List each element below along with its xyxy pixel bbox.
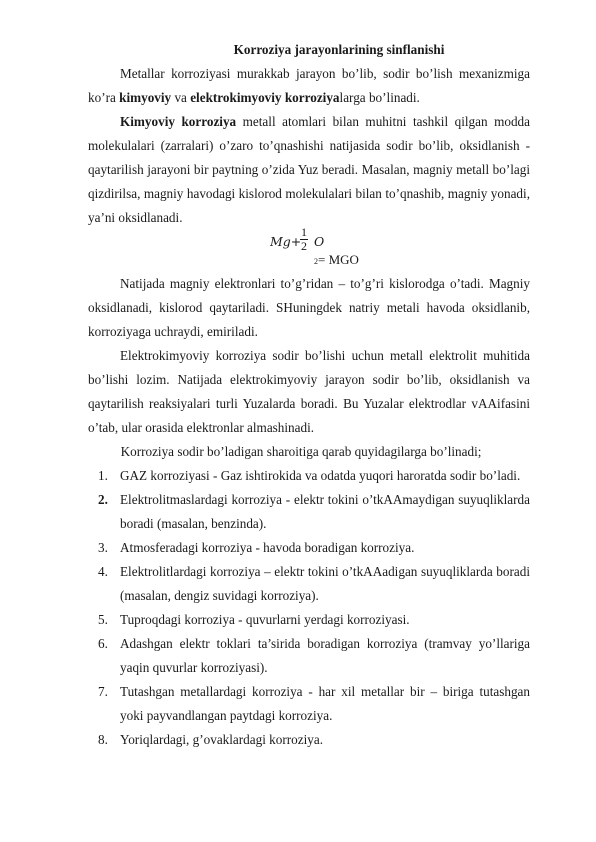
paragraph-classification-intro: Korroziya sodir bo’ladigan sharoitiga qarab quyidagilarga bo’linadi; (120, 444, 482, 459)
list-number: 2. (98, 492, 108, 507)
list-text: Elektrolitlardagi korroziya – elektr tokini o’tkAAadigan suyuqliklarda boradi (masalan, dengiz suvidagi korroziya). (120, 564, 530, 603)
list-number: 8. (98, 732, 108, 747)
formula-product: = MGO (318, 252, 359, 267)
paragraph-intro (88, 62, 530, 110)
intro-text-2: va (171, 90, 191, 105)
paragraph-result: Natijada magniy elektronlari to’g’ridan – to’g’ri kislorodga o’tadi. Magniy oksidlanadi, kislorod qaytariladi. SHuningdek natriy metali havoda oksidlanib, korroziyaga uchraydi, emiriladi. (88, 276, 530, 339)
list-item (88, 608, 530, 632)
fraction-numerator: 1 (301, 225, 307, 239)
list-item (88, 536, 530, 560)
intro-text-3: larga bo’linadi. (339, 90, 420, 105)
list-number: 6. (98, 636, 108, 651)
term-chemical-corrosion: Kimyoviy korroziya (120, 114, 237, 129)
list-text: Atmosferadagi korroziya - havoda boradigan korroziya. (120, 540, 415, 555)
list-text: Tutashgan metallardagi korroziya - har xil metallar bir – biriga tutashgan yoki payvandlangan paytdagi korroziya. (120, 684, 530, 723)
list-item (88, 632, 530, 680)
list-number: 3. (98, 540, 108, 555)
reaction-formula (88, 225, 530, 272)
list-item (88, 680, 530, 728)
paragraph-electrochemical: Elektrokimyoviy korroziya sodir bo’lishi uchun metall elektrolit muhitida bo’lishi lozim. Natijada elektrokimyoviy jarayon sodir bo’lib, oksidlanish va qaytarilish reaksiyalari turli Yuzalarda boradi. Bu Yuzalar elektrodlar vAAifasini o’tab, ular orasida elektronlar almashinadi. (88, 348, 530, 435)
fraction-denominator: 2 (301, 239, 307, 253)
document-title: Korroziya jarayonlarining sinflanishi (233, 42, 445, 57)
list-number: 5. (98, 612, 108, 627)
list-number: 1. (98, 468, 108, 483)
list-text: Yoriqlardagi, g’ovaklardagi korroziya. (120, 732, 324, 747)
list-text: Tuproqdagi korroziya - quvurlarni yerdagi korroziyasi. (120, 612, 410, 627)
list-item (88, 464, 530, 488)
document-page (88, 38, 530, 752)
formula-rhs (314, 248, 359, 274)
formula-subscript: 2 (314, 257, 318, 266)
formula-oxygen: O (314, 234, 325, 249)
term-chemical: kimyoviy (119, 90, 172, 105)
list-number: 4. (98, 564, 108, 579)
list-item (88, 560, 530, 608)
formula-fraction (300, 226, 308, 253)
list-text: GAZ korroziyasi - Gaz ishtirokida va odatda yuqori haroratda sodir bo’ladi. (120, 468, 521, 483)
chemical-corrosion-text: metall atomlari bilan muhitni tashkil qilgan modda molekulalari (zarralari) o’zaro to’qnashishi natijasida sodir bo’lib, oksidlanish - qaytarilish jarayoni bir paytning o’zida Yuz beradi. Masalan, magniy metall bo’lagi qizdirilsa, magniy havodagi kislorod molekulalari bilan to’qnashib, magniy yonadi, ya’ni oksidlanadi. (88, 114, 530, 225)
list-text: Adashgan elektr toklari ta’sirida boradigan korroziya (tramvay yo’llariga yaqin quvurlar korroziyasi). (120, 636, 530, 675)
term-electrochemical: elektrokimyoviy korroziya (190, 90, 340, 105)
list-item (88, 728, 530, 752)
list-text: Elektrolitmaslardagi korroziya - elektr tokini o’tkAAmaydigan suyuqliklarda boradi (masalan, benzinda). (120, 492, 530, 531)
intro-text-1: Metallar korroziyasi murakkab jarayon bo’lib, sodir bo’lish mexanizmiga ko’ra (88, 66, 530, 105)
list-item (88, 488, 530, 536)
formula-lhs: Mg+ (270, 234, 302, 249)
paragraph-chemical-corrosion (88, 110, 530, 230)
list-number: 7. (98, 684, 108, 699)
corrosion-types-list (88, 464, 530, 752)
